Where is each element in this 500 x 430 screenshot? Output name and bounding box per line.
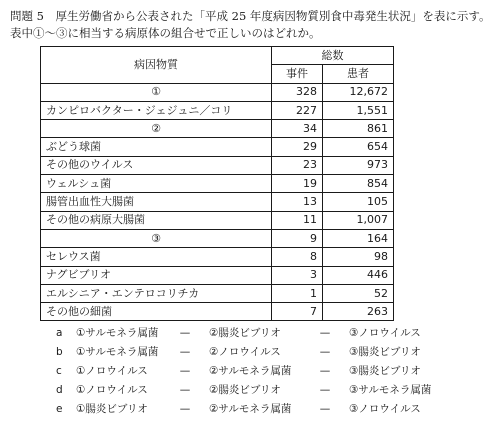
option-dash: — (319, 403, 331, 415)
cases-cell: 29 (272, 138, 323, 156)
option-choice-3: ③ノロウイルス (349, 327, 421, 339)
question-text (10, 8, 495, 41)
question-line-1: 問題 5 厚生労働省から公表された「平成 25 年度病因物質別食中毒発生状況」を表に示す。 (10, 9, 491, 23)
option-dash: — (319, 384, 331, 396)
pathogen-cell: その他の病原大腸菌 (41, 211, 272, 229)
table-row (41, 120, 394, 138)
patients-cell: 105 (323, 193, 394, 211)
table-row (41, 266, 394, 284)
answer-option-e[interactable] (56, 400, 449, 419)
patients-cell: 263 (323, 303, 394, 321)
pathogen-cell: ① (41, 83, 272, 101)
option-choice-2: ②腸炎ビブリオ (209, 327, 281, 339)
option-key: e (56, 403, 63, 415)
table-row (41, 193, 394, 211)
pathogen-cell: ② (41, 120, 272, 138)
table-row (41, 229, 394, 247)
pathogen-cell: セレウス菌 (41, 248, 272, 266)
pathogen-cell: エルシニア・エンテロコリチカ (41, 284, 272, 302)
patients-cell: 973 (323, 156, 394, 174)
food-poisoning-table (40, 46, 394, 321)
table-row (41, 101, 394, 119)
cases-cell: 13 (272, 193, 323, 211)
option-key: a (56, 327, 63, 339)
option-choice-1: ①サルモネラ属菌 (76, 327, 159, 339)
patients-cell: 446 (323, 266, 394, 284)
answer-option-d[interactable] (56, 381, 449, 400)
table-row (41, 284, 394, 302)
option-dash: — (179, 384, 191, 396)
cases-cell: 9 (272, 229, 323, 247)
option-dash: — (319, 346, 331, 358)
table-row (41, 248, 394, 266)
patients-cell: 861 (323, 120, 394, 138)
patients-cell: 52 (323, 284, 394, 302)
header-patients: 患者 (323, 65, 394, 83)
option-choice-3: ③サルモネラ属菌 (349, 384, 432, 396)
option-choice-2: ②サルモネラ属菌 (209, 403, 292, 415)
cases-cell: 34 (272, 120, 323, 138)
pathogen-cell: その他のウイルス (41, 156, 272, 174)
option-choice-3: ③腸炎ビブリオ (349, 365, 421, 377)
pathogen-cell: ウェルシュ菌 (41, 175, 272, 193)
cases-cell: 23 (272, 156, 323, 174)
cases-cell: 19 (272, 175, 323, 193)
cases-cell: 7 (272, 303, 323, 321)
answer-option-a[interactable] (56, 324, 449, 343)
option-choice-3: ③腸炎ビブリオ (349, 346, 421, 358)
cases-cell: 227 (272, 101, 323, 119)
pathogen-cell: 腸管出血性大腸菌 (41, 193, 272, 211)
header-total: 総数 (272, 47, 394, 65)
patients-cell: 654 (323, 138, 394, 156)
table-header-row-1 (41, 47, 394, 65)
table-row (41, 83, 394, 101)
patients-cell: 1,007 (323, 211, 394, 229)
cases-cell: 3 (272, 266, 323, 284)
option-key: b (56, 346, 63, 358)
pathogen-cell: その他の細菌 (41, 303, 272, 321)
table-row (41, 175, 394, 193)
option-dash: — (179, 346, 191, 358)
pathogen-cell: ぶどう球菌 (41, 138, 272, 156)
option-dash: — (319, 327, 331, 339)
option-choice-1: ①ノロウイルス (76, 384, 148, 396)
option-choice-1: ①ノロウイルス (76, 365, 148, 377)
answer-option-c[interactable] (56, 362, 449, 381)
patients-cell: 1,551 (323, 101, 394, 119)
patients-cell: 98 (323, 248, 394, 266)
pathogen-cell: カンピロバクター・ジェジュニ／コリ (41, 101, 272, 119)
option-choice-2: ②腸炎ビブリオ (209, 384, 281, 396)
answer-option-b[interactable] (56, 343, 449, 362)
option-dash: — (179, 365, 191, 377)
cases-cell: 328 (272, 83, 323, 101)
option-key: c (56, 365, 62, 377)
option-choice-2: ②サルモネラ属菌 (209, 365, 292, 377)
option-dash: — (319, 365, 331, 377)
pathogen-cell: ③ (41, 229, 272, 247)
cases-cell: 11 (272, 211, 323, 229)
option-dash: — (179, 327, 191, 339)
patients-cell: 12,672 (323, 83, 394, 101)
table-row (41, 156, 394, 174)
option-choice-3: ③ノロウイルス (349, 403, 421, 415)
patients-cell: 164 (323, 229, 394, 247)
question-line-2: 表中①～③に相当する病原体の組合せで正しいのはどれか。 (10, 25, 321, 40)
option-dash: — (179, 403, 191, 415)
cases-cell: 1 (272, 284, 323, 302)
patients-cell: 854 (323, 175, 394, 193)
header-pathogen: 病因物質 (41, 47, 272, 84)
header-cases: 事件 (272, 65, 323, 83)
table-row (41, 303, 394, 321)
option-key: d (56, 384, 63, 396)
answer-options (56, 324, 449, 419)
pathogen-cell: ナグビブリオ (41, 266, 272, 284)
table-row (41, 211, 394, 229)
table-row (41, 138, 394, 156)
option-choice-1: ①腸炎ビブリオ (76, 403, 148, 415)
option-choice-1: ①サルモネラ属菌 (76, 346, 159, 358)
option-choice-2: ②ノロウイルス (209, 346, 281, 358)
cases-cell: 8 (272, 248, 323, 266)
